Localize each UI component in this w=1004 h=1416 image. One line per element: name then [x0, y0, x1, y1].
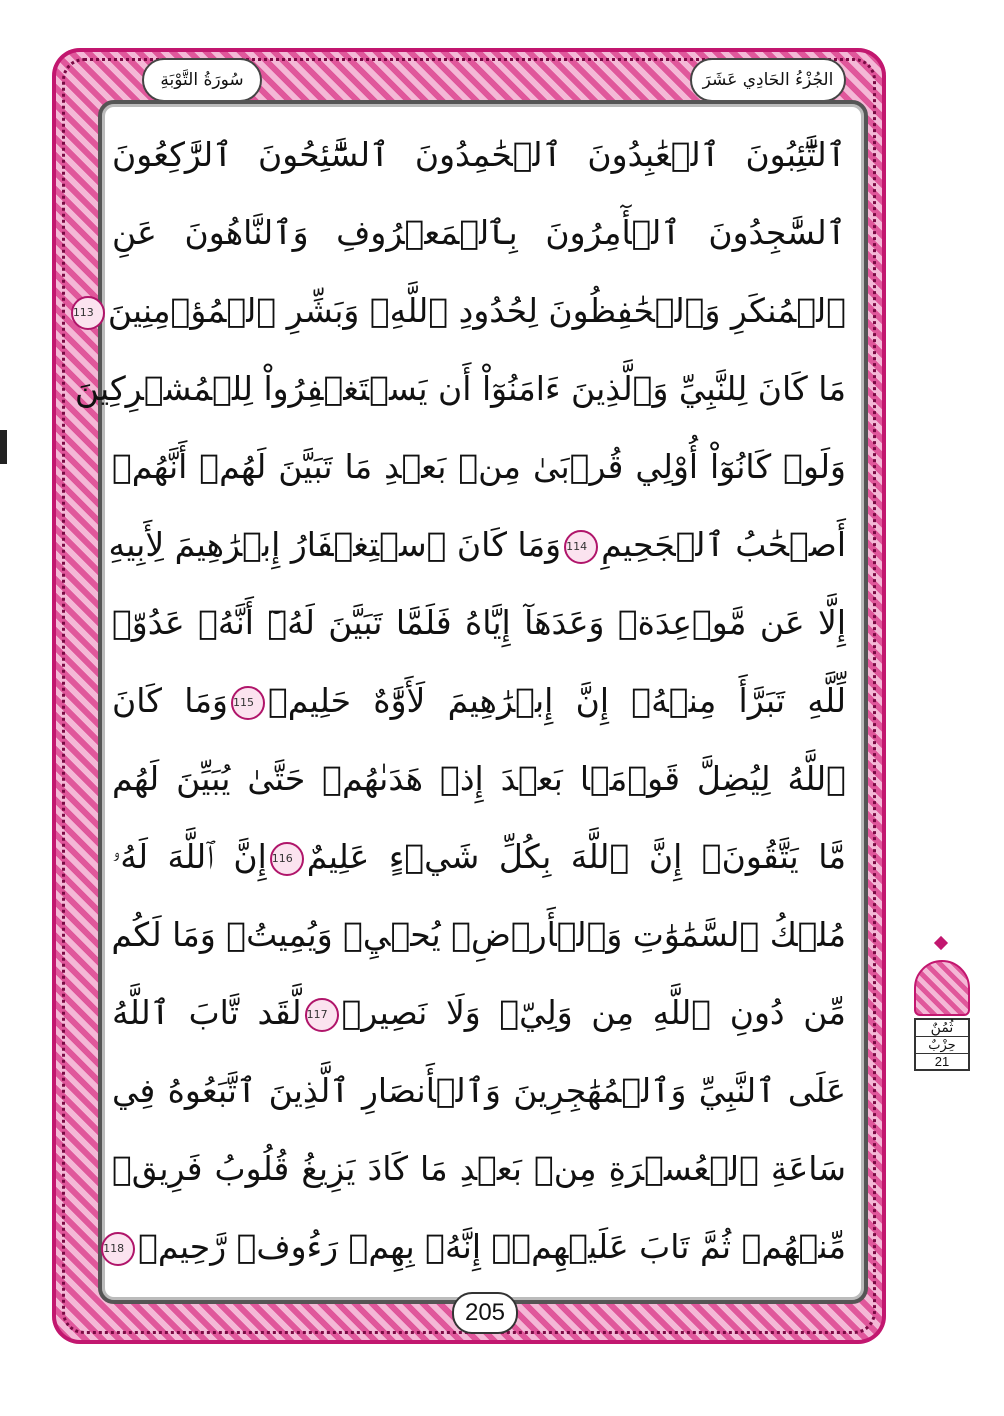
text-line: [112, 661, 846, 741]
line-text: إِلَّا عَن مَّوۡعِدَةٖ وَعَدَهَآ إِيَّاهُ فَلَمَّا تَبَيَّنَ لَهُۥٓ أَنَّهُۥ عَدُوّٞ: [112, 603, 846, 642]
text-line: [112, 817, 846, 897]
line-text: وَلَوۡ كَانُوٓاْ أُوْلِي قُرۡبَىٰ مِنۢ بَعۡدِ مَا تَبَيَّنَ لَهُمۡ أَنَّهُمۡ: [112, 447, 846, 486]
ayah-number-marker: 116: [270, 842, 304, 876]
hizb-word: حِزْبٌ: [916, 1036, 968, 1053]
line-text: مِّن دُونِ ٱللَّهِ مِن وَلِيّٖ وَلَا نَصِيرٖ: [341, 993, 846, 1032]
line-text: ٱللَّهُ لِيُضِلَّ قَوۡمَۢا بَعۡدَ إِذۡ هَدَىٰهُمۡ حَتَّىٰ يُبَيِّنَ لَهُم: [112, 759, 846, 798]
hizb-ornament-icon: [914, 960, 970, 1016]
text-line: [103, 1207, 846, 1287]
ayah-number-marker: 114: [564, 530, 598, 564]
hizb-fraction: ثُمُنٌ: [930, 1020, 954, 1036]
edge-mark: [0, 430, 7, 464]
text-line: [112, 973, 846, 1053]
line-text: مِّنۡهُمۡ ثُمَّ تَابَ عَلَيۡهِمۡۚ إِنَّهُۥ بِهِمۡ رَءُوفٞ رَّحِيمٞ: [138, 1227, 846, 1266]
line-text-continued: وَمَا كَانَ: [112, 681, 228, 720]
text-line: [112, 1129, 846, 1209]
hizb-number: 21: [916, 1053, 968, 1069]
juz-header: الجُزْءُ الحَادِي عَشَرَ: [690, 58, 846, 102]
text-line: [74, 349, 846, 429]
text-line: [112, 115, 846, 195]
text-line: [112, 1051, 846, 1131]
ayah-number-marker: 115: [231, 686, 265, 720]
diamond-ornament-icon: [934, 936, 948, 950]
line-text: مُلۡكُ ٱلسَّمَٰوَٰتِ وَٱلۡأَرۡضِۖ يُحۡيِۦ وَيُمِيتُۚ وَمَا لَكُم: [111, 915, 846, 954]
hizb-box: [914, 1018, 970, 1071]
text-line: [108, 505, 846, 585]
line-text-continued: لَّقَد تَّابَ ٱللَّهُ: [112, 993, 302, 1032]
ayah-number-marker: 113: [71, 296, 105, 330]
line-text-continued: إِنَّ ٱللَّهَ لَهُۥ: [112, 837, 267, 876]
text-line: [112, 193, 846, 273]
surah-header: سُورَةُ التَّوْبَةِ: [142, 58, 262, 102]
line-text: أَصۡحَٰبُ ٱلۡجَحِيمِ: [601, 525, 846, 564]
ayah-number-marker: 118: [101, 1232, 135, 1266]
text-line: [112, 583, 846, 663]
line-text: لِّلَّهِ تَبَرَّأَ مِنۡهُۚ إِنَّ إِبۡرَٰهِيمَ لَأَوَّٰهٌ حَلِيمٞ: [267, 681, 847, 720]
line-text: ٱلسَّٰجِدُونَ ٱلۡأٓمِرُونَ بِٱلۡمَعۡرُوفِ وَٱلنَّاهُونَ عَنِ: [112, 213, 846, 252]
hizb-marker: [914, 960, 970, 1071]
quran-text: [72, 115, 847, 1285]
ayah-number-marker: 117: [305, 998, 339, 1032]
text-line: [112, 895, 846, 975]
line-text: ٱلۡمُنكَرِ وَٱلۡحَٰفِظُونَ لِحُدُودِ ٱللَّهِۗ وَبَشِّرِ ٱلۡمُؤۡمِنِينَ: [107, 291, 846, 330]
text-line: [72, 271, 846, 351]
line-text: عَلَى ٱلنَّبِيِّ وَٱلۡمُهَٰجِرِينَ وَٱلۡأَنصَارِ ٱلَّذِينَ ٱتَّبَعُوهُ فِي: [112, 1071, 846, 1110]
line-text: مَا كَانَ لِلنَّبِيِّ وَٱلَّذِينَ ءَامَنُوٓاْ أَن يَسۡتَغۡفِرُواْ لِلۡمُشۡرِكِينَ: [74, 369, 846, 408]
line-text: سَاعَةِ ٱلۡعُسۡرَةِ مِنۢ بَعۡدِ مَا كَادَ يَزِيغُ قُلُوبُ فَرِيقٖ: [112, 1149, 846, 1188]
line-text: ٱلتَّٰٓئِبُونَ ٱلۡعَٰبِدُونَ ٱلۡحَٰمِدُونَ ٱلسَّٰٓئِحُونَ ٱلرَّٰكِعُونَ: [112, 135, 846, 174]
text-line: [112, 739, 846, 819]
page-number: 205: [452, 1292, 518, 1334]
line-text: مَّا يَتَّقُونَۚ إِنَّ ٱللَّهَ بِكُلِّ شَيۡءٍ عَلِيمٌ: [306, 837, 846, 876]
text-line: [112, 427, 846, 507]
line-text-continued: وَمَا كَانَ ٱسۡتِغۡفَارُ إِبۡرَٰهِيمَ لِأَبِيهِ: [108, 525, 562, 564]
